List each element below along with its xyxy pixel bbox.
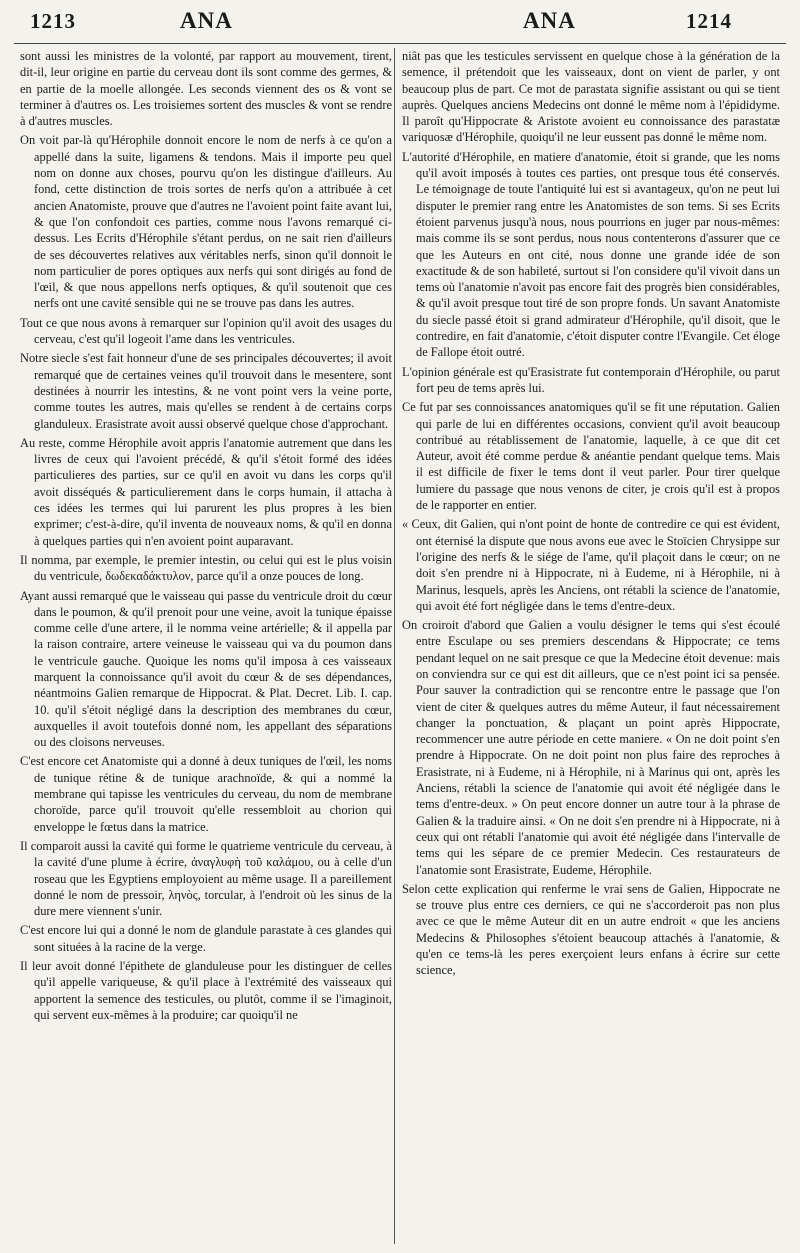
paragraph: C'est encore lui qui a donné le nom de glandule parastate à ces glandes qui sont situées à la racine de la verge. [20,923,392,954]
header-rule [14,43,786,44]
paragraph: sont aussi les ministres de la volonté, par rapport au mouvement, tirent, dit-il, leur origine en partie du cerveau dont ils sont comme des germes, & en partie de la moelle allongée. Les seconds viennent des os & vont se terminer à d'autres os. Les troisiemes sortent des muscles & vont se rendre à d'autres muscles. [20,49,392,129]
left-column [20,48,392,1248]
paragraph: Ayant aussi remarqué que le vaisseau qui passe du ventricule droit du cœur dans le poumon, & qu'il prenoit pour une veine, avoit la tunique épaisse comme celle d'une artere, il le nomma veine artérielle; & il appella par la raison contraire, artere veineuse le vaisseau qui va du poumon dans le ventricule gauche. Quoique les noms qu'il imposa à ces vaisseaux marquent la connoissance qu'il avoit du cœur & de ses dépendances, néantmoins Galien remarque de Hippocrat. & Plat. Decret. Lib. I. cap. 10. qu'il s'étoit négligé dans la description des membranes du cœur, auxquelles il avoit toutefois donné nom, les appellant des séparations ou des cloisons nerveuses. [20,588,392,750]
column-divider [394,48,395,1244]
paragraph: On croiroit d'abord que Galien a voulu désigner le tems qui s'est écoulé entre Esculape ou ses premiers descendans & Hippocrate; ce tems pendant lequel on ne sait presque ce que la Medecine étoit devenue: mais on conviendra sur ce qui est dit ailleurs, que ce n'est point ici sa pensée. Pour sauver la contradiction qui se rencontre entre le passage que l'on vient de citer & quelques autres du même Auteur, il faut nécessairement changer la ponctuation, & plaçant un point après Hippocrate, recommencer une autre période en cette maniere. « On ne doit point s'en prendre à Hippocrate. On ne doit point non plus faire des reproches à Erasistrate, ni à Eudeme, ni à Hérophile, ni à Marinus qui ont, après les Anciens, rétabli la science de l'anatomie qui avoit été négligée dans le tems d'entre-deux. » On peut encore donner un autre tour à la phrase de Galien & la traduire ainsi. « On ne doit s'en prendre ni à Hippocrate, ni à ceux qui ont rétabli l'anatomie qui avoit été négligée dans l'intervalle de tems qui les sépare de ce premier Medecin. Ces restaurateurs de l'anatomie sont Erasistrate, Eudeme, Hérophile. [402,618,780,877]
running-title-left: ANA [180,8,233,33]
paragraph: Ce fut par ses connoissances anatomiques qu'il se fit une réputation. Galien qui parle de lui en différentes occasions, convient qu'il avoit beaucoup contribué au rétablissement de l'anatomie, laquelle, à ce que dit cet Auteur, avoit été comme perdue & anéantie pendant quelque tems. Mais il est difficile de fixer le tems dont il veut parler. Pour tirer quelque lumiere du passage que nous venons de citer, je crois qu'il est à propos de le rapporter en entier. [402,400,780,513]
paragraph: Il leur avoit donné l'épithete de glanduleuse pour les distinguer de celles qu'il appelle variqueuse, & qu'il place à l'extrémité des vaisseaux qui apportent la semence des testicules, ou plutôt, comme il se l'imaginoit, qui servent eux-mêmes à la produire; car quoiqu'il ne [20,959,392,1022]
paragraph: « Ceux, dit Galien, qui n'ont point de honte de contredire ce qui est évident, ont éternisé la dispute que nous avons eue avec le Stoïcien Chrysippe sur l'origine des nerfs & le siége de l'ame, qu'il plaçoit dans le cœur; on ne doit s'en prendre ni à Hippocrate, ni à Eudeme, ni à Hérophile, ni à Marinus, lesquels, après les Anciens, ont rétabli la science de l'anatomie, qui avoit été fort négligée dans le tems d'entre-deux. [402,517,780,613]
paragraph: Tout ce que nous avons à remarquer sur l'opinion qu'il avoit des usages du cerveau, c'est qu'il logeoit l'ame dans les ventricules. [20,315,392,347]
running-title-right: ANA [523,8,576,33]
right-column [402,48,780,1248]
paragraph: Selon cette explication qui renferme le vrai sens de Galien, Hippocrate ne se trouve plus entre ces derniers, ce qui ne s'accorderoit pas non plus avec ce que le même Auteur dit en un autre endroit « que les anciens Medecins & Philosophes s'étoient beaucoup attachés à l'anatomie, & qu'en ce tems-là les peres exerçoient leurs enfans à écrire sur cette science, [402,881,780,978]
paragraph: Il comparoit aussi la cavité qui forme le quatrieme ventricule du cerveau, à la cavité d'une plume à écrire, ἀναγλυφὴ τοῦ καλάμου, ou à celle d'un roseau que les Egyptiens employoient au même usage. Il a pareillement donné le nom de pressoir, ληνὸς, torcular, à l'endroit où les sinus de la dure mere viennent s'unir. [20,838,392,919]
paragraph: C'est encore cet Anatomiste qui a donné à deux tuniques de l'œil, les noms de tunique rétine & de tunique arachnoïde, & qui a nommé la membrane qui tapisse les ventricules du cerveau, du nom de membrane choroïde, parce qu'il trouvoit qu'elle ressembloit au chorion qui enveloppe le fœtus dans la matrice. [20,754,392,834]
paragraph: On voit par-là qu'Hérophile donnoit encore le nom de nerfs à ce qu'on a appellé dans la suite, ligamens & tendons. Mais il importe peu quel nom on donne aux choses, pourvu qu'on les distingue d'ailleurs. Au fond, cette distinction de trois sortes de nerfs qu'on a attribuée à cet ancien Anatomiste, prouve que d'autres ne l'avoient point faite avant lui, & que l'on confondoit ces parties, comme nous l'avons remarqué ci-dessus. Les Ecrits d'Hérophile s'étant perdus, on ne sait rien d'ailleurs de ses découvertes relatives aux véritables nerfs, sinon qu'il donnoit le nom particulier de pores optiques aux nerfs qui sont dirigés au fond de l'œil, & que nous appellons nerfs optiques, & qu'il soutenoit que ces nerfs ont une cavité sensible qui ne se trouve pas dans les autres. [20,133,392,311]
paragraph: L'autorité d'Hérophile, en matiere d'anatomie, étoit si grande, que les noms qu'il avoit imposés à toutes ces parties, ont presque tous été conservés. Le témoignage de toute l'antiquité lui est si avantageux, qu'on ne peut lui disputer le premier rang entre les Anatomistes de son tems. Si ses Ecrits étoient parvenus jusqu'à nous, nous pourrions en juger par nous-mêmes: mais comme ils se sont perdus, nous nous contenterons d'assurer que ce que les Auteurs en ont cité, nous donne une grande idée de son exactitude & de son habileté, surtout si l'on considere qu'il vivoit dans un tems où l'anatomie n'avoit pas encore fait des progrès bien considérables, & qu'il avoit presque tout tiré de son propre fonds. Un savant Anatomiste du siecle passé étoit si grand admirateur d'Hérophile, qu'il disoit, que le contredire, en fait d'anatomie, c'étoit disputer contre l'Evangile. Cet éloge de Fallope étoit outré. [402,149,780,360]
paragraph: Au reste, comme Hérophile avoit appris l'anatomie autrement que dans les livres de ceux qui l'avoient précédé, & qu'il s'étoit formé des idées particulieres des parties, sur ce qu'il en avoit vu dans les corps qu'il avoit disséqués & particulierement dans le corps humain, il attacha à ces idées les termes qui lui parurent les plus propres à les bien exprimer; c'est-à-dire, qu'il inventa de nouveaux noms, & qu'il en donna à quelques parties qui n'en avoient point auparavant. [20,435,392,548]
page-number-right: 1214 [686,9,732,33]
paragraph: L'opinion générale est qu'Erasistrate fut contemporain d'Hérophile, ou parut fort peu de tems après lui. [402,364,780,395]
paragraph: niât pas que les testicules servissent en quelque chose à la génération de la semence, il prétendoit que les vaisseaux, dont on vient de parler, y ont beaucoup plus de part. Ce mot de parastata signifie assistant ou qui se tient auprès. Quelques anciens Medecins ont donné le même nom à l'épididyme. Il paroît qu'Hippocrate & Aristote avoient eu connoissance des parastatæ variquosæ d'Hérophile, quoiqu'il ne leur eussent pas donné le même nom. [402,49,780,145]
page-number-left: 1213 [30,9,76,33]
paragraph: Notre siecle s'est fait honneur d'une de ses principales découvertes; il avoit remarqué que de certaines veines qu'il trouvoit dans le mesentere, sont destinées à nourrir les intestins, & ne vont point vers la veine porte, comme toutes les autres, mais qu'elles se rendent à de certains corps glanduleux. Erasistrate avoit aussi observé quelque chose d'approchant. [20,351,392,431]
paragraph: Il nomma, par exemple, le premier intestin, ou celui qui est le plus voisin du ventricule, δωδεκαδάκτυλον, parce qu'il a onze pouces de long. [20,552,392,584]
